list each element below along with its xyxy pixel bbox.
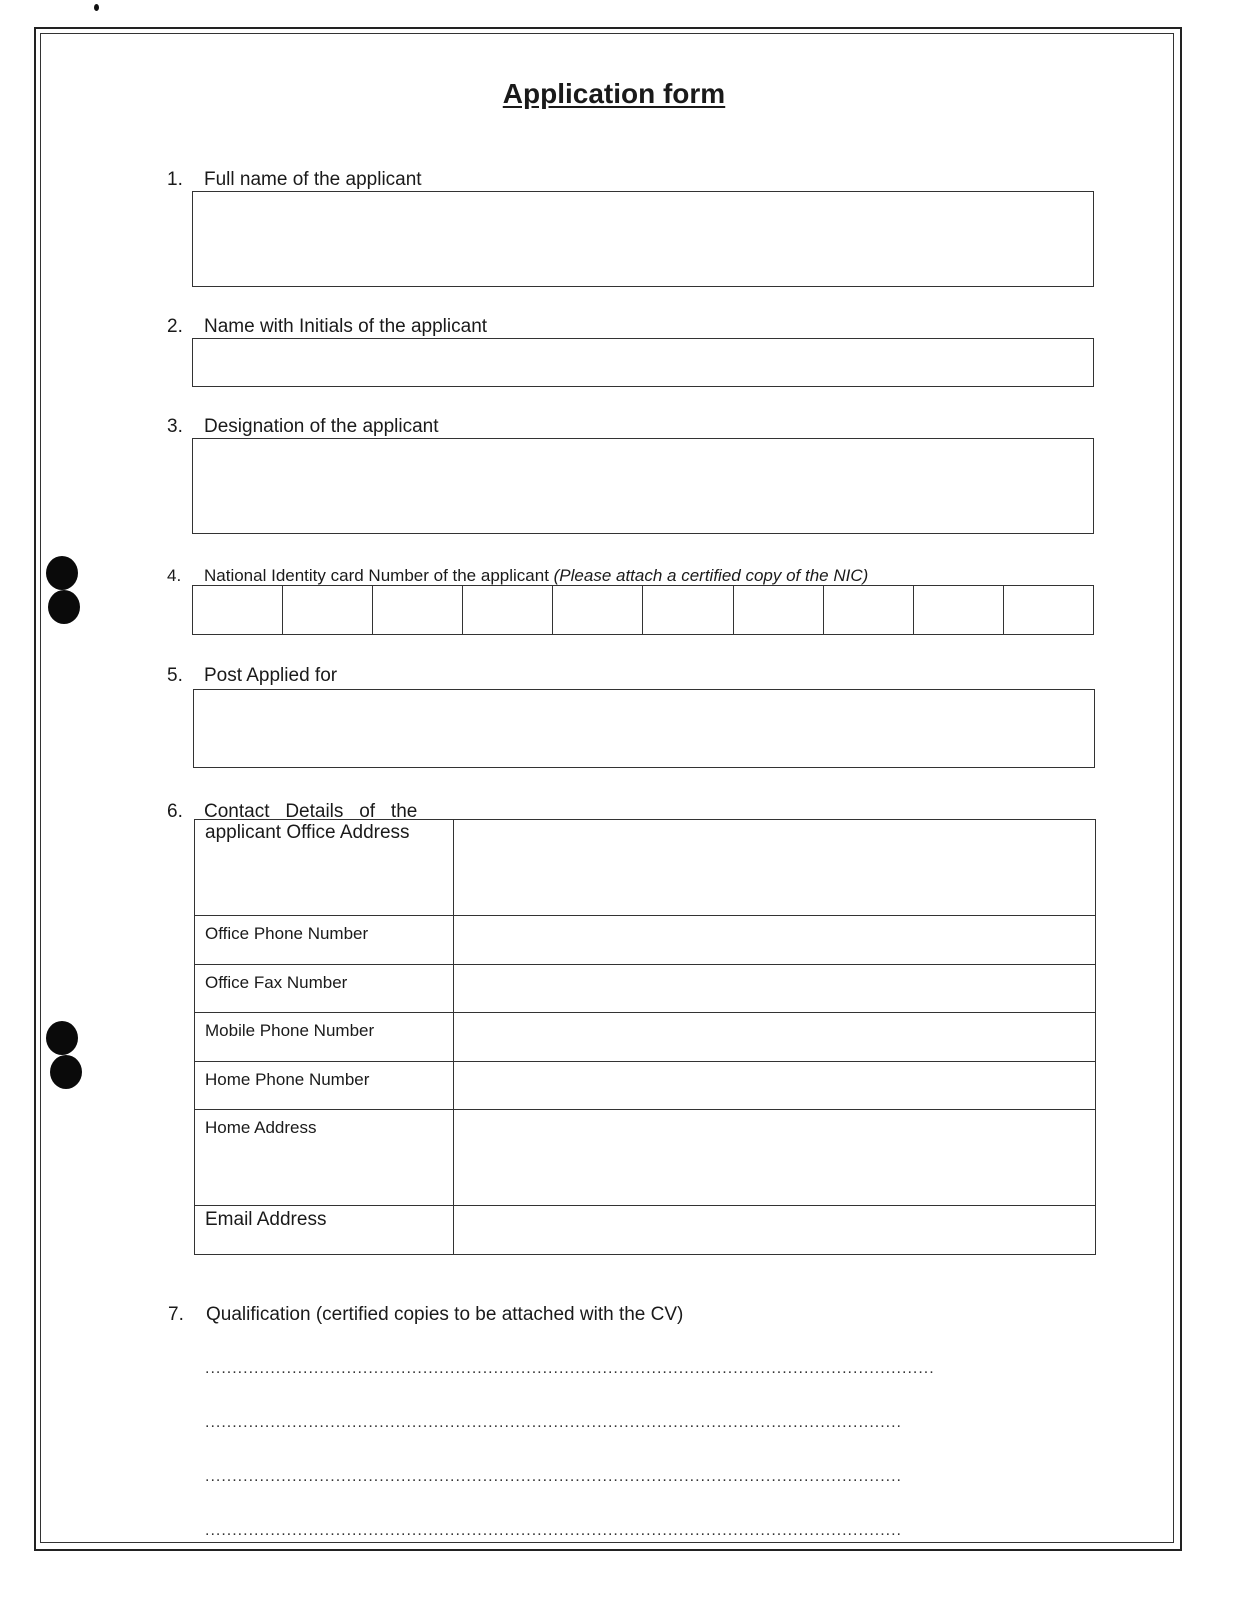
nic-number-field[interactable] <box>192 585 1094 635</box>
office-address-field[interactable] <box>454 820 1096 916</box>
nic-label <box>204 566 868 586</box>
nic-digit-cell[interactable] <box>914 586 1004 634</box>
table-row <box>195 1110 1096 1206</box>
punch-hole-icon <box>48 590 80 624</box>
nic-note: (Please attach a certified copy of the NIC) <box>553 566 869 585</box>
question-number: 4. <box>167 566 182 585</box>
designation-label: Designation of the applicant <box>204 416 439 437</box>
nic-digit-cell[interactable] <box>193 586 283 634</box>
email-address-label: Email Address <box>195 1206 454 1255</box>
question-number: 7. <box>168 1304 184 1325</box>
question-number: 2. <box>167 316 183 337</box>
scan-speck <box>94 4 99 11</box>
nic-digit-cell[interactable] <box>373 586 463 634</box>
question-number: 1. <box>167 169 183 190</box>
table-row <box>195 1062 1096 1110</box>
nic-digit-cell[interactable] <box>643 586 733 634</box>
name-with-initials-label: Name with Initials of the applicant <box>204 316 488 337</box>
office-fax-label: Office Fax Number <box>195 965 454 1013</box>
home-address-label: Home Address <box>195 1110 454 1206</box>
nic-digit-cell[interactable] <box>824 586 914 634</box>
nic-label-text: National Identity card Number of the applicant <box>204 566 554 585</box>
contact-details-label: Contact Details of the <box>204 801 418 822</box>
question-number: 5. <box>167 665 183 686</box>
mobile-phone-field[interactable] <box>454 1013 1096 1062</box>
office-phone-field[interactable] <box>454 916 1096 965</box>
nic-digit-cell[interactable] <box>553 586 643 634</box>
nic-digit-cell[interactable] <box>463 586 553 634</box>
qualification-line-3[interactable]: ................................................................................................................................ <box>205 1468 902 1485</box>
table-row <box>195 965 1096 1013</box>
email-address-field[interactable] <box>454 1206 1096 1255</box>
punch-hole-icon <box>46 1021 78 1055</box>
designation-field[interactable] <box>192 438 1094 534</box>
office-phone-label: Office Phone Number <box>195 916 454 965</box>
name-with-initials-field[interactable] <box>192 338 1094 387</box>
qualification-line-2[interactable]: ................................................................................................................................ <box>205 1414 902 1431</box>
home-address-field[interactable] <box>454 1110 1096 1206</box>
post-applied-label: Post Applied for <box>204 665 338 686</box>
punch-hole-icon <box>46 556 78 590</box>
nic-digit-cell[interactable] <box>1004 586 1093 634</box>
question-number: 6. <box>167 801 183 822</box>
home-phone-label: Home Phone Number <box>195 1062 454 1110</box>
nic-digit-cell[interactable] <box>734 586 824 634</box>
punch-hole-icon <box>50 1055 82 1089</box>
qualification-line-4[interactable]: ................................................................................................................................ <box>205 1522 902 1539</box>
mobile-phone-label: Mobile Phone Number <box>195 1013 454 1062</box>
question-number: 3. <box>167 416 183 437</box>
table-row <box>195 916 1096 965</box>
home-phone-field[interactable] <box>454 1062 1096 1110</box>
table-row <box>195 820 1096 916</box>
qualification-label: Qualification (certified copies to be attached with the CV) <box>206 1304 684 1325</box>
page-title: Application form <box>502 78 726 109</box>
nic-digit-cell[interactable] <box>283 586 373 634</box>
full-name-label: Full name of the applicant <box>204 169 422 190</box>
full-name-field[interactable] <box>192 191 1094 287</box>
contact-details-table <box>194 819 1096 1255</box>
office-address-label: applicant Office Address <box>195 820 454 916</box>
table-row <box>195 1206 1096 1255</box>
table-row <box>195 1013 1096 1062</box>
office-fax-field[interactable] <box>454 965 1096 1013</box>
post-applied-field[interactable] <box>193 689 1095 768</box>
qualification-line-1[interactable]: ...................................................................................................................................... <box>205 1360 935 1377</box>
